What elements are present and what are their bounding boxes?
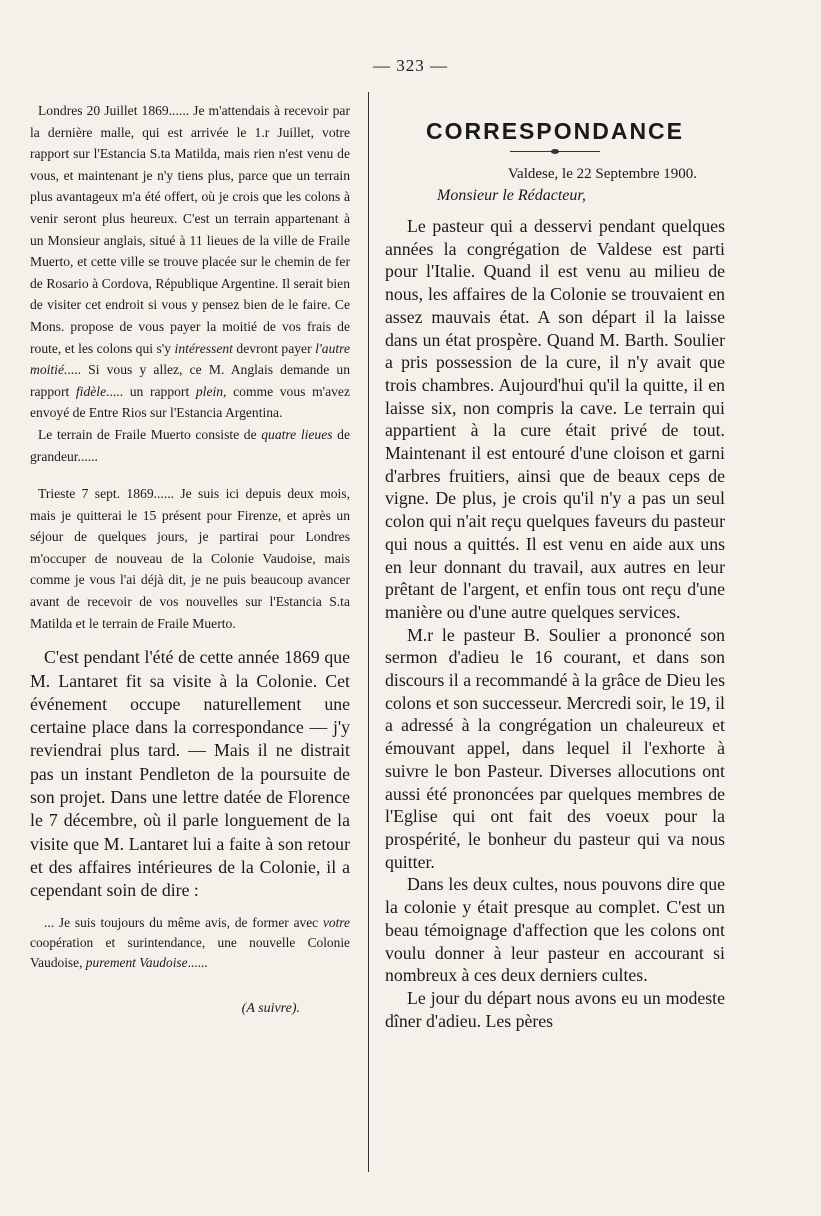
to-be-continued: (A suivre). xyxy=(241,1000,300,1016)
paragraph-3: Dans les deux cultes, nous pouvons dire que la colonie y était presque au complet. C'est un beau témoignage d'affection que les colons ont voulu donner à leur pasteur en accourant si nombreux à ces deux derniers cultes. xyxy=(385,874,725,986)
page-number: — 323 — xyxy=(373,56,448,75)
narrative-paragraph: C'est pendant l'été de cette année 1869 que M. Lantaret fit sa visite à la Colonie. Cet événement occupe naturellement une certaine place dans la correspondance — j'y reviendrai plus tard. — Mais il ne distrait pas un instant Pendleton de la poursuite de son projet. Dans une lettre datée de Florence le 7 décembre, où il parle longuement de la visite que M. Lantaret lui a faite à son retour et des affaires intérieures de la Colonie, il a cependant soin de dire : xyxy=(30,647,350,901)
dateline: Valdese, le 22 Septembre 1900. xyxy=(507,166,697,182)
letter-london-p2: Le terrain de Fraile Muerto consiste de quatre lieues de grandeur...... xyxy=(30,426,350,464)
left-column xyxy=(30,100,350,1017)
quoted-letter: ... Je suis toujours du même avis, de former avec votre coopération et surintendance, une nouvelle Colonie Vaudoise, purement Vaudoise...... xyxy=(30,914,350,970)
letter-london: Londres 20 Juillet 1869...... Je m'attendais à recevoir par la dernière malle, qui est arrivée le 1.r Juillet, votre rapport sur l'Estancia S.ta Matilda, mais rien n'est venu de vous, et maintenant je n'y tiens plus, parce que un terrain plus avantageux m'a été offert, où je crois que les colons à venir seront plus heureux. C'est un terrain appartenant à un Monsieur anglais, situé à 11 lieues de la ville de Fraile Muerto, et cette ville se trouve placée sur le chemin de fer de Rosario à Cordova, République Argentine. Il serait bien de visiter cet endroit si vous y pensez bien de le faire. Ce Mons. propose de vous payer la moitié de vos frais de route, et les colons qui s'y intéressent devront payer l'autre moitié..... Si vous y allez, ce M. Anglais demande un rapport fidèle..... un rapport plein, comme vous m'avez envoyé de Entre Rios sur l'Estancia Argentina. xyxy=(30,103,350,421)
heading-ornament xyxy=(510,151,600,152)
paragraph-2: M.r le pasteur B. Soulier a prononcé son sermon d'adieu le 16 courant, et dans son discours il a recommandé à la grâce de Dieu les colons et son successeur. Mercredi soir, le 19, il a adressé à la congrégation un chaleureux et émouvant appel, dans lequel il l'exhorte à suivre le bon Pasteur. Diverses allocutions ont aussi été prononcées par quelques membres de l'Eglise qui ont fait des voeux pour la prospérité, le bonheur du pasteur qui va nous quitter. xyxy=(385,624,725,872)
paragraph-1: Le pasteur qui a desservi pendant quelques années la congrégation de Valdese est parti pour l'Italie. Quand il est venu au milieu de nous, les affaires de la Colonie se trouvaient en assez mauvais état. A son départ il la laisse dans un état prospère. Quand M. Barth. Soulier a pris possession de la cure, il n'y avait que trois chambres. Aujourd'hui qu'il la quitte, il en laisse six, non compris la cave. Le terrain qui appartient à la cure était privé de tout. Maintenant il est entouré d'une cloison et garni d'arbres fruitiers, ainsi que de beaux ceps de vigne. De plus, je crois qu'il n'y a pas un seul colon qui n'ait reçu quelques faveurs du pasteur qui nous a quittés. Il est venu en aide aux uns en leur donnant du travail, aux autres en leur prêtant de l'argent, et enfin tous ont reçu d'une manière ou d'une autre quelques services. xyxy=(385,216,725,622)
salutation: Monsieur le Rédacteur, xyxy=(437,187,586,204)
letter-trieste: Trieste 7 sept. 1869...... Je suis ici depuis deux mois, mais je quitterai le 15 présent pour Firenze, et après un séjour de quelques jours, je partirai pour Londres m'occuper de nouveau de la Colonie Vaudoise, mais comme je vous l'ai déjà dit, je ne puis beaucoup avancer avant de recevoir de vos nouvelles sur l'Estancia S.ta Matilda et le terrain de Fraile Muerto. xyxy=(30,486,350,631)
paragraph-4: Le jour du départ nous avons eu un modeste dîner d'adieu. Les pères xyxy=(385,987,725,1031)
column-divider xyxy=(368,92,369,1172)
section-heading: CORRESPONDANCE xyxy=(425,118,685,144)
right-column xyxy=(385,100,725,1032)
